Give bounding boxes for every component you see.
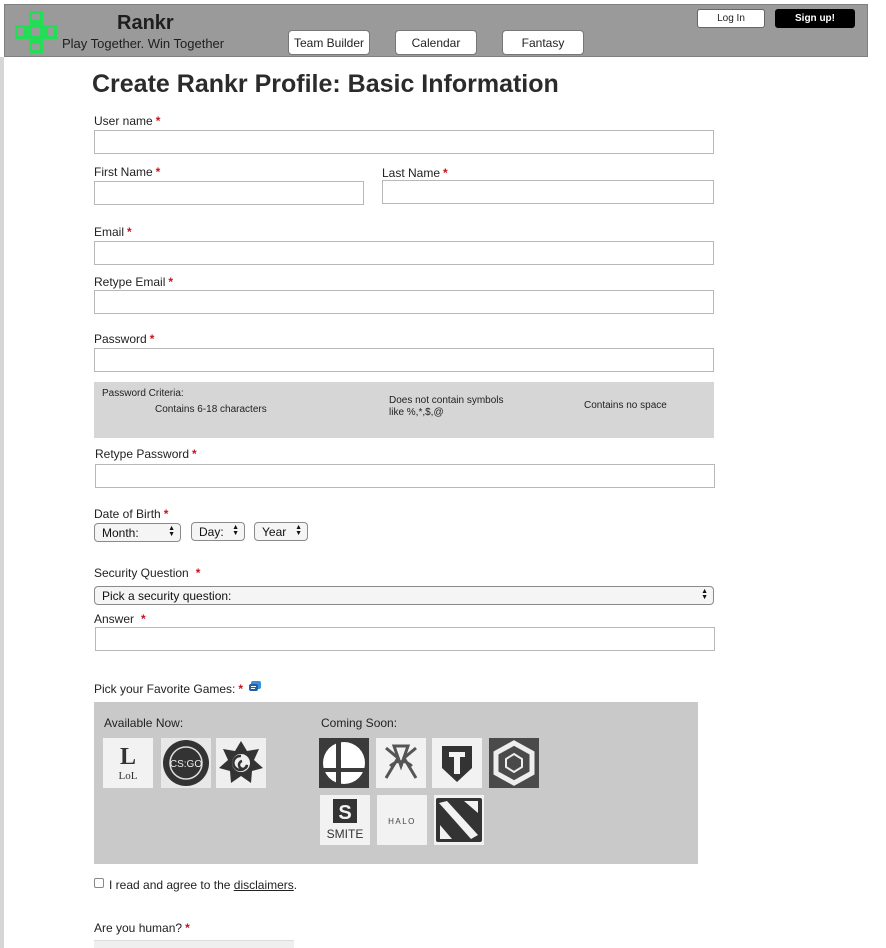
criteria-symbols-line1: Does not contain symbols [389,395,504,406]
lol-logo-icon [103,738,153,788]
dota2-logo-icon [434,795,484,845]
disclaimers-link[interactable]: disclaimers [233,878,294,892]
criteria-space: Contains no space [584,400,667,411]
required-marker: * [185,921,190,935]
password-label: Password * [94,332,155,346]
heroes-of-the-storm-logo-icon [489,738,539,788]
help-chat-icon[interactable] [248,680,262,694]
username-input[interactable] [94,130,714,154]
email-label: Email * [94,225,132,239]
criteria-symbols-line2: like %,*,$,@ [389,407,444,418]
games-panel [94,702,698,864]
required-marker: * [127,225,132,239]
dob-year-select[interactable] [254,522,308,541]
dob-year-value: Year [262,524,287,539]
game-lol-tile[interactable] [103,738,153,788]
required-marker: * [443,166,448,180]
password-input[interactable] [94,348,714,372]
halo-logo-icon [377,795,427,845]
password-criteria-title: Password Criteria: [102,388,184,399]
email-input[interactable] [94,241,714,265]
select-arrows-icon: ▲ ▼ [168,525,175,538]
halo-logo-text: HALO [388,817,416,826]
select-arrows-icon: ▲ ▼ [701,588,708,601]
required-marker: * [141,612,146,626]
required-marker: * [238,682,244,696]
lol-logo-letter: L [119,744,137,770]
required-marker: * [149,332,155,346]
select-arrows-icon: ▲ ▼ [232,524,239,537]
game-smite-tile[interactable] [320,795,370,845]
nav-fantasy-button[interactable]: Fantasy [502,30,584,55]
smash-logo-icon [319,738,369,788]
starcraft-logo-icon [376,738,426,788]
last-name-label: Last Name * [382,166,448,180]
required-marker: * [155,165,161,179]
nav-team-builder-button[interactable]: Team Builder [288,30,370,55]
security-question-label: Security Question * [94,566,201,580]
lol-logo-text: LoL [118,770,138,782]
svg-text:S: S [338,802,352,824]
brand-name[interactable]: Rankr [117,12,174,34]
dob-month-value: Month: [102,525,139,540]
retype-password-label: Retype Password * [95,447,197,461]
csgo-logo-text: CS:GO [169,759,203,770]
criteria-length: Contains 6-18 characters [155,404,267,415]
answer-input[interactable] [95,627,715,651]
page-title: Create Rankr Profile: Basic Information [92,70,559,98]
required-marker: * [192,447,197,461]
required-marker: * [195,566,201,580]
first-name-input[interactable] [94,181,364,205]
last-name-input[interactable] [382,180,714,204]
smite-logo-text: SMITE [326,827,364,841]
nav-calendar-button[interactable]: Calendar [395,30,477,55]
world-of-tanks-logo-icon [432,738,482,788]
username-label: User name * [94,114,161,128]
game-hots-tile[interactable] [489,738,539,788]
password-criteria-box [94,382,714,438]
login-button[interactable]: Log In [697,9,765,28]
retype-email-label: Retype Email * [94,275,174,289]
csgo-logo-icon [161,738,211,788]
dob-day-value: Day: [199,524,224,539]
site-header [4,4,868,57]
smite-logo-icon [320,795,370,845]
security-question-value: Pick a security question: [102,588,232,603]
game-csgo-tile[interactable] [161,738,211,788]
signup-button[interactable]: Sign up! [775,9,855,28]
retype-password-input[interactable] [95,464,715,488]
are-you-human-label: Are you human? * [94,921,190,935]
game-wot-tile[interactable] [432,738,482,788]
brand-tagline: Play Together. Win Together [62,36,225,51]
game-halo-tile[interactable] [377,795,427,845]
agree-checkbox[interactable] [94,878,104,888]
agree-text: I read and agree to the disclaimers. [109,878,298,892]
first-name-label: First Name * [94,165,161,179]
required-marker: * [163,507,169,521]
hearthstone-logo-icon [216,738,266,788]
dob-day-select[interactable] [191,522,245,541]
rankr-logo-icon[interactable] [13,9,59,55]
game-hearthstone-tile[interactable] [216,738,266,788]
dob-label: Date of Birth * [94,507,169,521]
security-question-select[interactable] [94,586,714,605]
select-arrows-icon: ▲ ▼ [295,524,302,537]
game-smash-tile[interactable] [319,738,369,788]
available-now-label: Available Now: [104,716,184,730]
coming-soon-label: Coming Soon: [321,716,398,730]
game-dota-tile[interactable] [434,795,484,845]
game-starcraft-tile[interactable] [376,738,426,788]
left-edge [0,57,4,948]
answer-label: Answer * [94,612,146,626]
retype-email-input[interactable] [94,290,714,314]
required-marker: * [155,114,161,128]
required-marker: * [168,275,174,289]
dob-month-select[interactable] [94,523,181,542]
captcha-widget[interactable] [94,940,294,948]
favorite-games-label: Pick your Favorite Games: * [94,682,244,696]
